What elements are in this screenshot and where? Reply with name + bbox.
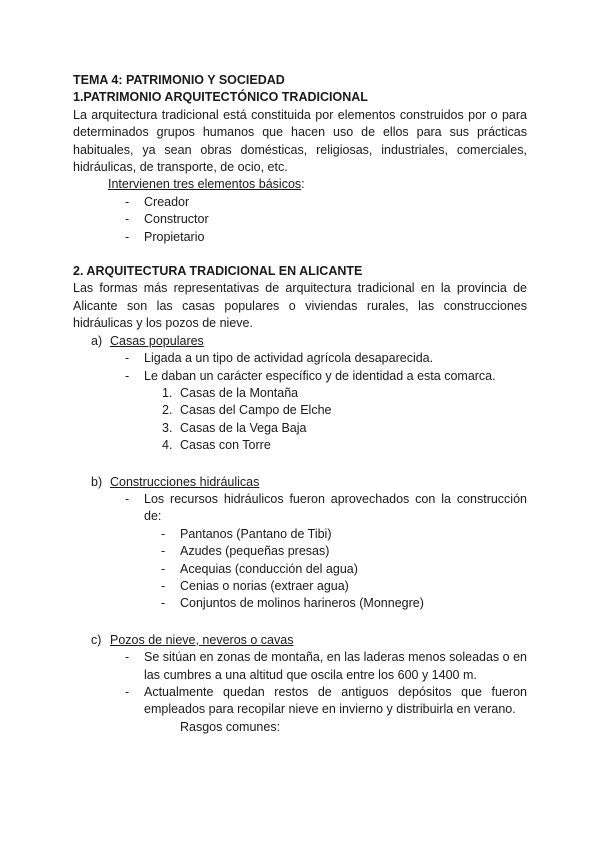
- subsection-a-list: [73, 350, 527, 385]
- dash-marker: -: [125, 491, 130, 506]
- subsection-c-marker: c): [91, 632, 102, 647]
- section-2-heading: 2. ARQUITECTURA TRADICIONAL EN ALICANTE: [73, 264, 363, 279]
- elements-list: [73, 194, 527, 246]
- list-item: 2. Casas del Campo de Elche: [180, 402, 527, 419]
- list-item: - Cenias o norias (extraer agua): [180, 578, 527, 595]
- dash-marker: -: [125, 351, 130, 366]
- list-item: - Se sitúan en zonas de montaña, en las laderas menos soleadas o en las cumbres a una altitud que oscila entre los 600 y 1400 m.: [125, 650, 527, 682]
- list-item: - Propietario: [144, 229, 527, 246]
- subsection-a-marker: a): [91, 333, 103, 348]
- section-1-paragraph: La arquitectura tradicional está constituida por elementos construidos por o para determinados grupos humanos que hacen uso de ellos para sus prácticas habituales, ya sean obras domésticas, religiosas, industriales, comerciales, hidráulicas, de transporte, de ocio, etc.: [73, 107, 527, 175]
- document-content: [73, 72, 527, 736]
- hydraulic-works-list: [73, 526, 527, 613]
- dash-marker: -: [125, 650, 130, 665]
- dash-marker: -: [161, 578, 166, 593]
- house-types-list: [73, 385, 527, 455]
- list-item: - Ligada a un tipo de actividad agrícola desaparecida.: [144, 350, 527, 367]
- list-item: - Conjuntos de molinos harineros (Monnegre): [180, 595, 527, 612]
- subsection-c-heading: [73, 632, 527, 649]
- list-item: - Actualmente quedan restos de antiguos depósitos que fueron empleados para recopilar nieve en invierno y distribuirla en verano.: [125, 685, 527, 717]
- subsection-b-title: Construcciones hidráulicas: [110, 474, 260, 489]
- list-item: - Pantanos (Pantano de Tibi): [180, 526, 527, 543]
- list-item: - Le daban un carácter específico y de identidad a esta comarca.: [144, 368, 527, 385]
- elements-intro-text: Intervienen tres elementos básicos: [108, 177, 302, 192]
- dash-marker: -: [161, 544, 166, 559]
- subsection-a-heading: [73, 333, 527, 350]
- list-item: - Creador: [144, 194, 527, 211]
- elements-intro-colon: :: [301, 177, 305, 192]
- elements-intro: [73, 176, 527, 193]
- list-item: 3. Casas de la Vega Baja: [180, 420, 527, 437]
- list-item: - Los recursos hidráulicos fueron aprovechados con la construcción de:: [125, 491, 527, 524]
- document-title: TEMA 4: PATRIMONIO Y SOCIEDAD: [73, 73, 285, 87]
- list-item: - Azudes (pequeñas presas): [180, 543, 527, 560]
- number-marker: 4.: [162, 438, 173, 453]
- dash-marker: -: [125, 194, 130, 209]
- list-item: 4. Casas con Torre: [180, 437, 527, 454]
- dash-marker: -: [125, 229, 130, 244]
- list-item: 1. Casas de la Montaña: [180, 385, 527, 402]
- number-marker: 2.: [162, 403, 173, 418]
- dash-marker: -: [125, 685, 130, 699]
- section-2-paragraph: Las formas más representativas de arquitectura tradicional en la provincia de Alicante son las casas populares o viviendas rurales, las construcciones hidráulicas y los pozos de nieve.: [73, 281, 527, 331]
- dash-marker: -: [161, 561, 166, 576]
- dash-marker: -: [125, 212, 130, 227]
- section-1-heading: 1.PATRIMONIO ARQUITECTÓNICO TRADICIONAL: [73, 90, 368, 105]
- subsection-b-marker: b): [91, 474, 103, 489]
- common-features-label: Rasgos comunes:: [180, 719, 281, 734]
- list-item: - Constructor: [144, 211, 527, 228]
- dash-marker: -: [125, 368, 130, 383]
- list-item: - Acequias (conducción del agua): [180, 561, 527, 578]
- number-marker: 1.: [162, 385, 173, 400]
- dash-marker: -: [161, 596, 166, 611]
- subsection-c-list: [73, 649, 527, 719]
- subsection-a-title: Casas populares: [110, 333, 204, 348]
- number-marker: 3.: [162, 420, 173, 435]
- subsection-b-list: [73, 491, 527, 526]
- dash-marker: -: [161, 526, 166, 541]
- subsection-b-heading: [73, 474, 527, 491]
- subsection-c-title: Pozos de nieve, neveros o cavas: [110, 632, 294, 647]
